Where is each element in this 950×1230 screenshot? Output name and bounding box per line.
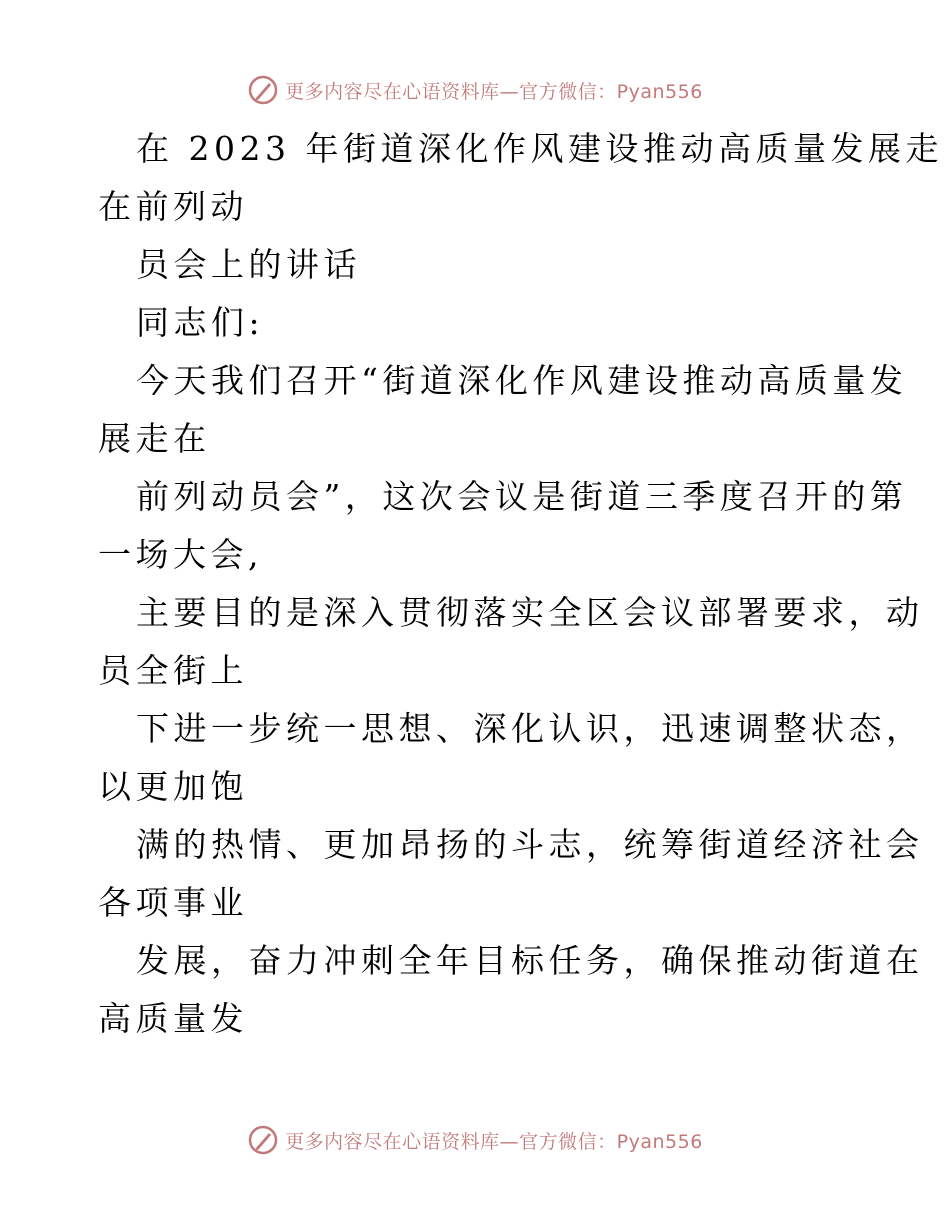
text-line: 高质量发 bbox=[98, 999, 248, 1038]
document-body bbox=[98, 120, 943, 1048]
watermark-text: 更多内容尽在心语资料库—官方微信：Pyan556 bbox=[285, 1130, 703, 1153]
text-line: 满的热情、更加昂扬的斗志，统筹街道经济社会 bbox=[136, 825, 924, 864]
quill-pen-icon bbox=[247, 1124, 279, 1156]
footer-watermark bbox=[0, 1120, 950, 1160]
text-line: 员会上的讲话 bbox=[136, 245, 361, 284]
quill-pen-icon bbox=[247, 74, 279, 106]
text-line: 员全街上 bbox=[98, 651, 248, 690]
watermark-text: 更多内容尽在心语资料库—官方微信：Pyan556 bbox=[285, 80, 703, 103]
text-line: 同志们: bbox=[136, 303, 265, 342]
text-line: 一场大会, bbox=[98, 535, 263, 574]
text-line: 下进一步统一思想、深化认识，迅速调整状态， bbox=[136, 709, 924, 748]
text-line: 前列动员会”，这次会议是街道三季度召开的第 bbox=[136, 477, 908, 516]
text-line: 主要目的是深入贯彻落实全区会议部署要求，动 bbox=[136, 593, 924, 632]
text-line: 在 2023 年街道深化作风建设推动高质量发展走 bbox=[136, 129, 943, 168]
text-line: 各项事业 bbox=[98, 883, 248, 922]
header-watermark bbox=[0, 70, 950, 110]
text-line: 以更加饱 bbox=[98, 767, 248, 806]
text-line: 展走在 bbox=[98, 419, 211, 458]
text-line: 今天我们召开“街道深化作风建设推动高质量发 bbox=[136, 361, 908, 400]
text-line: 发展，奋力冲刺全年目标任务，确保推动街道在 bbox=[136, 941, 924, 980]
text-line: 在前列动 bbox=[98, 187, 248, 226]
